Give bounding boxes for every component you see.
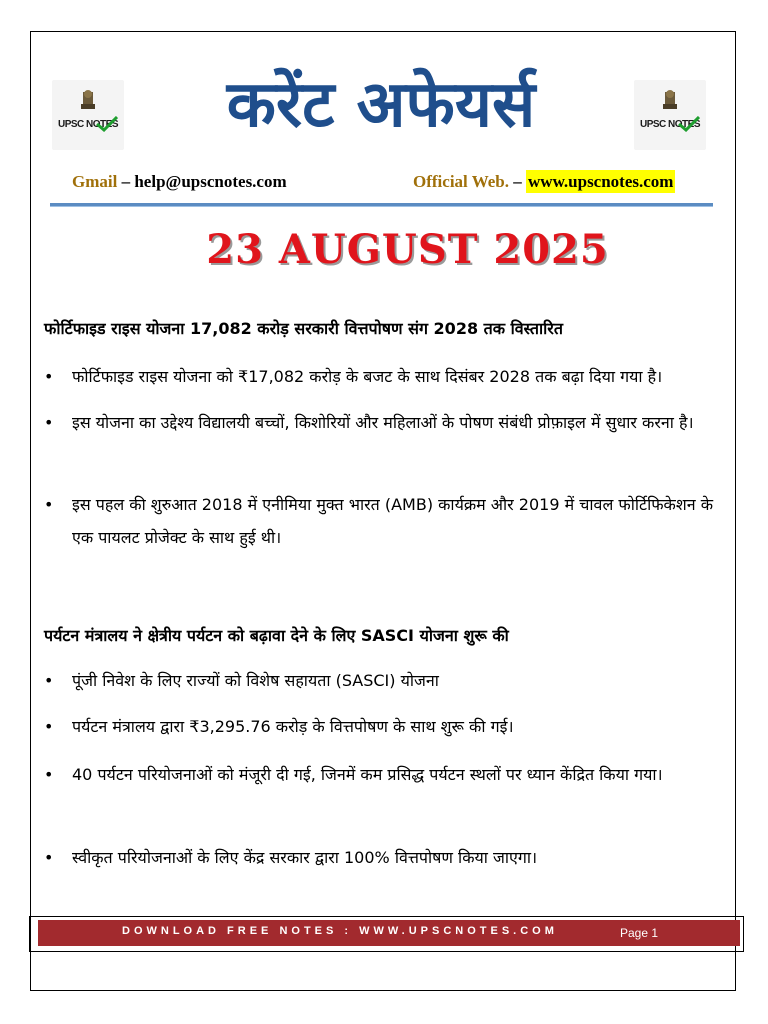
- bullet-icon: •: [44, 717, 54, 736]
- emblem-icon: [78, 88, 98, 112]
- emblem-icon: [660, 88, 680, 112]
- upsc-notes-logo-right: [634, 80, 706, 150]
- gmail-label: Gmail: [72, 172, 118, 191]
- date-title: 23 AUGUST 2025: [206, 226, 609, 273]
- website-contact: [413, 172, 675, 192]
- bullet-icon: •: [44, 765, 54, 784]
- upsc-notes-logo-left: [52, 80, 124, 150]
- section-heading: फोर्टिफाइड राइस योजना 17,082 करोड़ सरकारी वित्तपोषण संग 2028 तक विस्तारित: [44, 319, 563, 338]
- list-item: [44, 488, 726, 554]
- list-item: [44, 758, 726, 791]
- list-item: [44, 406, 726, 439]
- bullet-icon: •: [44, 413, 54, 432]
- gmail-address[interactable]: help@upscnotes.com: [134, 172, 287, 191]
- list-item: [44, 710, 726, 743]
- website-separator: –: [509, 172, 527, 191]
- footer-download-link[interactable]: DOWNLOAD FREE NOTES : WWW.UPSCNOTES.COM: [122, 925, 558, 937]
- list-item-text: पूंजी निवेश के लिए राज्यों को विशेष सहायता (SASCI) योजना: [72, 671, 439, 690]
- check-icon: [96, 116, 118, 132]
- list-item: [44, 841, 726, 874]
- contact-row: [0, 170, 768, 196]
- header-divider: [50, 203, 713, 207]
- check-icon: [678, 116, 700, 132]
- gmail-contact: [72, 172, 287, 192]
- logo-text: UPSC NOTES: [639, 119, 700, 130]
- logo-text: UPSC NOTES: [57, 119, 118, 130]
- list-item: [44, 664, 726, 697]
- list-item: [44, 360, 726, 393]
- list-item-text: इस योजना का उद्देश्य विद्यालयी बच्चों, किशोरियों और महिलाओं के पोषण संबंधी प्रोफ़ाइल में सुधार करना है।: [72, 413, 694, 432]
- list-item-text: इस पहल की शुरुआत 2018 में एनीमिया मुक्त भारत (AMB) कार्यक्रम और 2019 में चावल फोर्टिफिकेशन के एक पायलट प्रोजेक्ट के साथ हुई थी।: [72, 495, 713, 547]
- masthead-title: करेंट अफेयर्स: [226, 68, 536, 142]
- list-item-text: स्वीकृत परियोजनाओं के लिए केंद्र सरकार द्वारा 100% वित्तपोषण किया जाएगा।: [72, 848, 538, 867]
- website-label: Official Web.: [413, 172, 510, 191]
- bullet-icon: •: [44, 495, 54, 514]
- list-item-text: पर्यटन मंत्रालय द्वारा ₹3,295.76 करोड़ के वित्तपोषण के साथ शुरू की गई।: [72, 717, 514, 736]
- list-item-text: फोर्टिफाइड राइस योजना को ₹17,082 करोड़ के बजट के साथ दिसंबर 2028 तक बढ़ा दिया गया है।: [72, 367, 663, 386]
- section-heading: पर्यटन मंत्रालय ने क्षेत्रीय पर्यटन को बढ़ावा देने के लिए SASCI योजना शुरू की: [44, 626, 509, 645]
- list-item-text: 40 पर्यटन परियोजनाओं को मंजूरी दी गई, जिनमें कम प्रसिद्ध पर्यटन स्थलों पर ध्यान केंद्रित किया गया।: [72, 765, 663, 784]
- bullet-icon: •: [44, 367, 54, 386]
- bullet-icon: •: [44, 671, 54, 690]
- website-link[interactable]: www.upscnotes.com: [528, 172, 674, 191]
- gmail-separator: –: [117, 172, 135, 191]
- page-number: Page 1: [620, 926, 659, 940]
- bullet-icon: •: [44, 848, 54, 867]
